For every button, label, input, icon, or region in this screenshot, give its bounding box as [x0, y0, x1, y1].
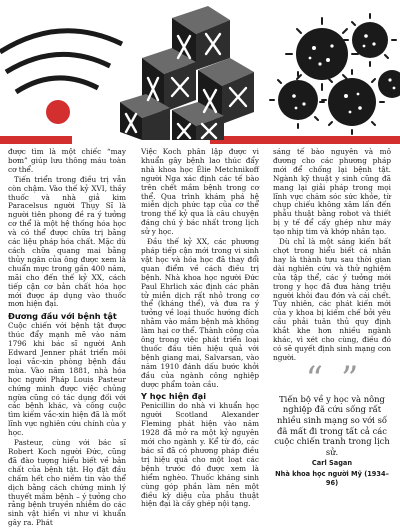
quote-text: Tiến bộ về y học và nông nghiệp đã cứu sống rất nhiều sinh mạng so với số đã mất đi trong tất cả các cuộc chiến tranh trong lịch sử. — [274, 393, 390, 457]
quote-marks — [273, 358, 391, 399]
paragraph: Dù chỉ là một sáng kiến bất chợt trong hiểu biết cá nhân hay là thành tựu sau thời gian dài nghiên cứu và thử nghiệm của tập thể, các ý tưởng mới trong y học đã đưa hàng triệu người khỏi đau đớn và cái chết. Tuy nhiên, các phát kiến mới của y khoa bị kiếm chế bởi yêu cầu phải tuân thủ quy định khắt khe hơn nhiều ngành khác, vì xét cho cùng, điều đó có sẽ quyết định sinh mạng con người. — [273, 237, 391, 362]
red-bar-right — [210, 136, 400, 144]
column-2 — [141, 147, 259, 509]
quote-author-name: Carl Sagan — [311, 459, 353, 468]
wifi-icon — [0, 31, 122, 92]
paragraph: Đầu thế kỷ XX, các phương pháp tiếp cận mới trong vi sinh vật học và hóa học đã thay đổi quan điểm về cách điều trị bệnh. Nhà khoa học người Đức Paul Ehrlich xác định các phân tử miễn dịch rất nhỏ trong cơ thể (kháng thể), và đưa ra ý tưởng về loại thuốc hướng đích nhằm vào mầm bệnh mà không làm hại cơ thể. Thành công của ông trong việc phát triển loại thuốc đầu tiên hiệu quả với bệnh giang mai, Salvarsan, vào năm 1910 đánh dấu bước khởi đầu của ngành công nghiệp dược phẩm toàn cầu. — [141, 237, 259, 389]
section-heading: Y học hiện đại — [141, 391, 206, 402]
wifi-dot — [46, 100, 70, 124]
dna-cube-icon — [120, 6, 254, 140]
red-bar-left — [0, 136, 72, 144]
paragraph: Penicillin do nhà vi khuẩn học người Scotland Alexander Fleming phát hiện vào năm 1928 đã mở ra một kỷ nguyên mới cho ngành y. Kể từ đó, các bác sĩ đã có phương pháp điều trị hiệu quả cho một loạt các bệnh trước đó được xem là hiểm nghèo. Thuốc kháng sinh cùng góp phần làm nên một điều kỳ diệu của phẫu thuật hiện đại là cấy ghép nội tạng. — [141, 401, 259, 509]
pull-quote — [273, 358, 391, 489]
open-quote-icon: “ — [305, 358, 323, 399]
paragraph: Việc Koch phân lập được vi khuẩn gây bệnh lao thúc đẩy nhà khoa học Élie Metchnikoff người Nga xác định các tế bào trên chết mầm bệnh trong cơ thể. Qua trình khám phá hệ miễn dịch phức tạp của cơ thể trong thế kỷ qua là câu chuyện đáng chú ý bác nhất trong lịch sử y học. — [141, 147, 259, 237]
paragraph: được tìm là một chiếc “may bơm” giúp lưu thông máu toàn cơ thể. — [8, 147, 126, 174]
illustration-svg — [0, 0, 400, 150]
close-quote-icon: ” — [341, 358, 359, 399]
paragraph: Tiến triển trong điều trị vẫn còn chậm. Vào thế kỷ XVI, thầy thuốc và nhà giả kim Paracelsus người Thụy Sĩ là người tiên phong đề ra ý tưởng cơ thể là một hệ thống hóa học và có thể được chữa trị bằng các liệu pháp hóa chất. Mặc dù cách chữa quang mai bằng thủy ngân của ông được xem là chuẩn mực trong gần 400 năm, mãi cho đến thế kỷ XX, cách tiếp cận cơ bản chất hóa học mới được áp dụng vào thuốc mơn hiện đại. — [8, 174, 126, 309]
article-body — [0, 147, 400, 528]
paragraph: sáng tế bào nguyên và mô đương cho các phương pháp mới để chống lại bệnh tật. Ngành kỹ thuật y sinh cũng đã mang lại giải pháp trong mọi lĩnh vực chăm sóc sức khỏe, từ chụp chiếu không xâm lấn đến phẫu thuật bằng robot và thiết bị y tế để cấy ghép như máy tạo nhịp tim và khớp nhân tạo. — [273, 147, 391, 237]
section-heading: Đương đầu với bệnh tật — [8, 311, 117, 322]
column-3 — [273, 147, 391, 488]
quote-author-description: Nhà khoa học người Mỹ (1934–96) — [275, 470, 389, 488]
column-1 — [8, 147, 126, 528]
paragraph: Cuộc chiến với bệnh tật được thúc đẩy mạnh mẽ vào năm 1796 khi bác sĩ người Anh Edward Jenner phát triển môi loại vắc-xin phòng bệnh đầu mùa. Vào năm 1881, nhà hóa học người Pháp Louis Pasteur chứng minh được việc chủng ngừa cũng có tác dụng đối với các bệnh khác, và công cuộc tìm kiếm vắc-xin hiện đã là mốt lĩnh vực nghiên cứu chính của y học. — [8, 321, 126, 438]
header-illustration — [0, 0, 400, 150]
paragraph: Pasteur, cùng với bác sĩ Robert Koch người Đức, cũng đã đào tượng hiểu biết về bản chất của bệnh tật. Họ đặt đầu chấm hết cho niềm tin vào thể dịch bằng cách chứng minh lý thuyết mầm bệnh – ý tưởng cho rằng bệnh truyền nhiễm do các sinh vật hiển vi như vi khuẩn gây ra. Phát — [8, 438, 126, 528]
virus-icon — [270, 14, 400, 134]
